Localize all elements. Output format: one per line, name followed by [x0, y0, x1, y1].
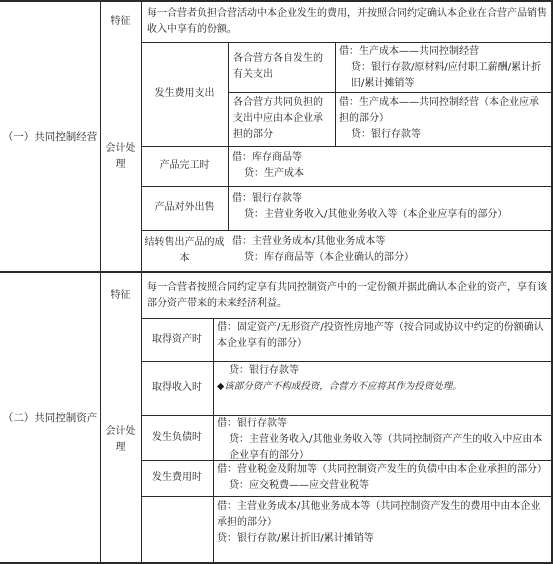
row-label — [141, 361, 213, 415]
row-label-expense — [141, 42, 228, 146]
row-label-text: 结转售出产品的成本 — [144, 236, 225, 264]
row-label — [141, 460, 213, 496]
credit-line: 贷：生产成本 — [244, 168, 304, 179]
feature-label-text: 特征 — [110, 289, 131, 301]
journal-entry — [335, 95, 551, 146]
credit-line: 贷：银行存款等 — [351, 129, 421, 140]
row-label — [141, 186, 228, 230]
feature-text — [141, 273, 551, 318]
row-label-text: 取得资产时 — [152, 333, 202, 345]
journal-entry — [335, 44, 551, 92]
credit-line: 贷：银行存款等 — [229, 365, 299, 376]
feature-label-text: 特征 — [110, 16, 131, 27]
note-text: ◆该部分资产不构成投资，合营方不应将其作为投资处理。 — [217, 381, 462, 392]
debit-line: 借：固定资产/无形资产/投资性房地产等（按合同或协议中约定的份额确认本企业享有的部分） — [217, 322, 544, 349]
feature-text-content: 每一合营者按照合同约定享有共同控制资产中的一定份额并据此确认本企业的资产，享有该部分资产带来的未来经济利益。 — [147, 281, 547, 309]
credit-line: 贷：库存商品等（本企业确认的部分） — [244, 252, 414, 263]
subrow-label-text: 各合营方各自发生的有关支出 — [233, 53, 323, 80]
debit-line: 借：主营业务成本/其他业务成本等 — [232, 236, 386, 247]
debit-line: 借：银行存款等 — [232, 193, 302, 204]
journal-entry — [228, 191, 551, 230]
credit-line: 贷：银行存款/累计折旧/累计摊销等 — [217, 533, 374, 544]
credit-line: 贷：主营业务收入/其他业务收入等（共同控制资产产生的收入中应由本企业享有的部分） — [229, 434, 543, 461]
debit-line: 借：营业税金及附加等（共同控制资产发生的负债中由本企业承担的部分） — [217, 464, 547, 475]
row-label-text: 发生负债时 — [152, 431, 202, 443]
section-title-text: （二）共同控制资产 — [2, 411, 98, 424]
debit-line: 借：银行存款等 — [217, 418, 287, 429]
credit-line: 贷：应交税费——应交营业税等 — [229, 480, 369, 491]
subrow-label — [228, 92, 335, 146]
feature-label — [100, 273, 141, 318]
section-title-joint-assets — [0, 273, 100, 562]
journal-entry — [228, 150, 551, 186]
row-label-text: 发生费用时 — [152, 472, 202, 483]
row-label — [141, 415, 213, 460]
row-label — [141, 318, 213, 361]
journal-entry — [213, 499, 551, 562]
journal-entry — [228, 234, 551, 271]
accounting-label — [104, 42, 137, 271]
row-label — [141, 146, 228, 186]
feature-text — [141, 2, 551, 42]
section-title-text: （一）共同控制经营 — [2, 130, 98, 143]
row-label-text: 产品完工时 — [159, 160, 210, 171]
row-label-spacer — [141, 496, 213, 562]
subrow-label-text: 各合营方共同负担的支出中应由本企业承担的部分 — [233, 97, 323, 140]
journal-entry — [213, 320, 551, 361]
feature-label — [100, 2, 141, 42]
credit-line: 贷：主营业务收入/其他业务收入等（本企业应享有的部分） — [244, 209, 508, 220]
journal-entry — [213, 415, 551, 460]
debit-line: 借：主营业务成本/其他业务成本等（共同控制资产发生的费用中由本企业承担的部分） — [217, 501, 541, 528]
row-label-text: 发生费用支出 — [154, 88, 215, 99]
journal-entry-cont — [213, 361, 551, 415]
debit-line: 借：生产成本——共同控制经营（本企业应承担的部分） — [339, 97, 539, 124]
row-label-text: 产品对外出售 — [154, 202, 215, 213]
credit-line: 贷：银行存款/原材料/应付职工薪酬/累计折旧/累计摊销等 — [351, 62, 542, 89]
row-label-text: 取得收入时 — [152, 382, 202, 393]
row-label — [143, 230, 226, 271]
accounting-label-text: 会计处理 — [105, 142, 136, 170]
section-title-joint-operation — [0, 2, 100, 271]
journal-entry — [213, 462, 551, 496]
feature-text-content: 每一合营者负担合营活动中本企业发生的费用，并按照合同约定确认本企业在合营产品销售收入中享有的份额。 — [147, 8, 547, 35]
accounting-label-text: 会计处理 — [105, 426, 136, 453]
accounting-label — [104, 318, 137, 562]
debit-line: 借：生产成本——共同控制经营 — [339, 46, 479, 57]
subrow-label — [228, 42, 335, 92]
debit-line: 借：库存商品等 — [232, 152, 302, 163]
